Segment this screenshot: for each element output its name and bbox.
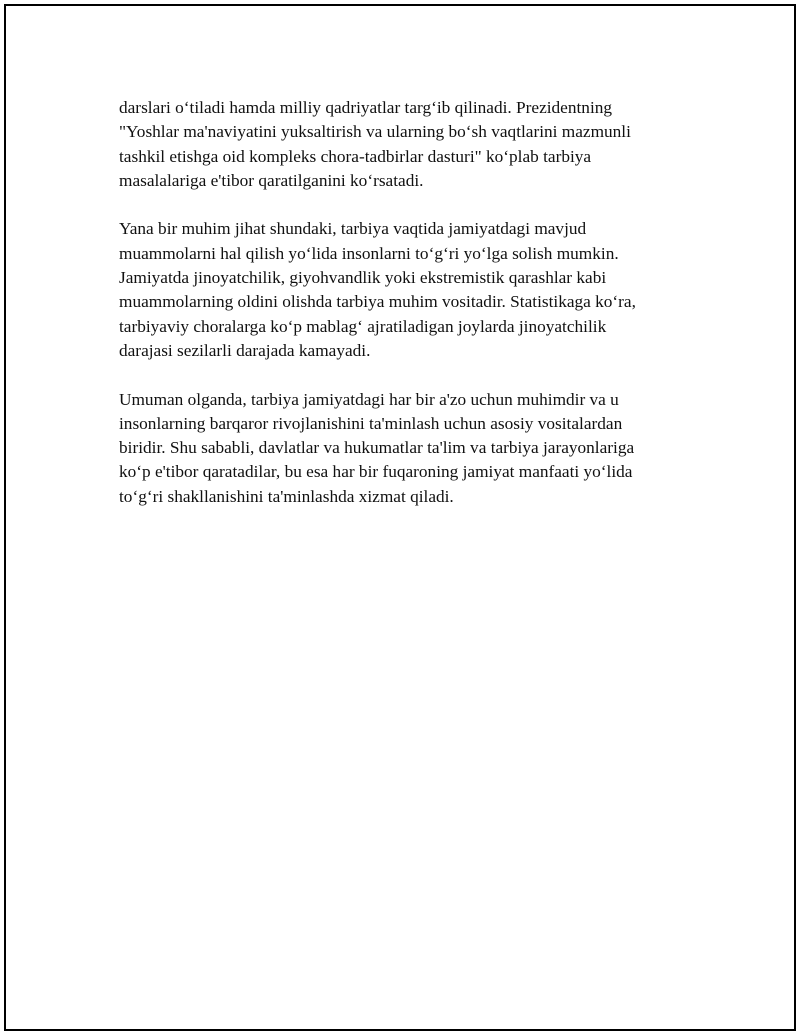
document-page xyxy=(4,4,796,1031)
paragraph-1: darslari o‘tiladi hamda milliy qadriyatlar targ‘ib qilinadi. Prezidentning "Yoshlar ma'naviyatini yuksaltirish va ularning bo‘sh vaqtlarini mazmunli tashkil etishga oid kompleks chora-tadbirlar dasturi" ko‘plab tarbiya masalalariga e'tibor qaratilganini ko‘rsatadi. xyxy=(119,98,631,190)
document-body xyxy=(119,96,694,533)
paragraph-2: Yana bir muhim jihat shundaki, tarbiya vaqtida jamiyatdagi mavjud muammolarni hal qilish yo‘lida insonlarni to‘g‘ri yo‘lga solish mumkin. Jamiyatda jinoyatchilik, giyohvandlik yoki ekstremistik qarashlar kabi muammolarning oldini olishda tarbiya muhim vositadir. Statistikaga ko‘ra, tarbiyaviy choralarga ko‘p mablag‘ ajratiladigan joylarda jinoyatchilik darajasi sezilarli darajada kamayadi. xyxy=(119,219,636,360)
paragraph-3: Umuman olganda, tarbiya jamiyatdagi har bir a'zo uchun muhimdir va u insonlarning barqaror rivojlanishini ta'minlash uchun asosiy vositalardan biridir. Shu sababli, davlatlar va hukumatlar ta'lim va tarbiya jarayonlariga ko‘p e'tibor qaratadilar, bu esa har bir fuqaroning jamiyat manfaati yo‘lida to‘g‘ri shakllanishini ta'minlashda xizmat qiladi. xyxy=(119,389,635,506)
